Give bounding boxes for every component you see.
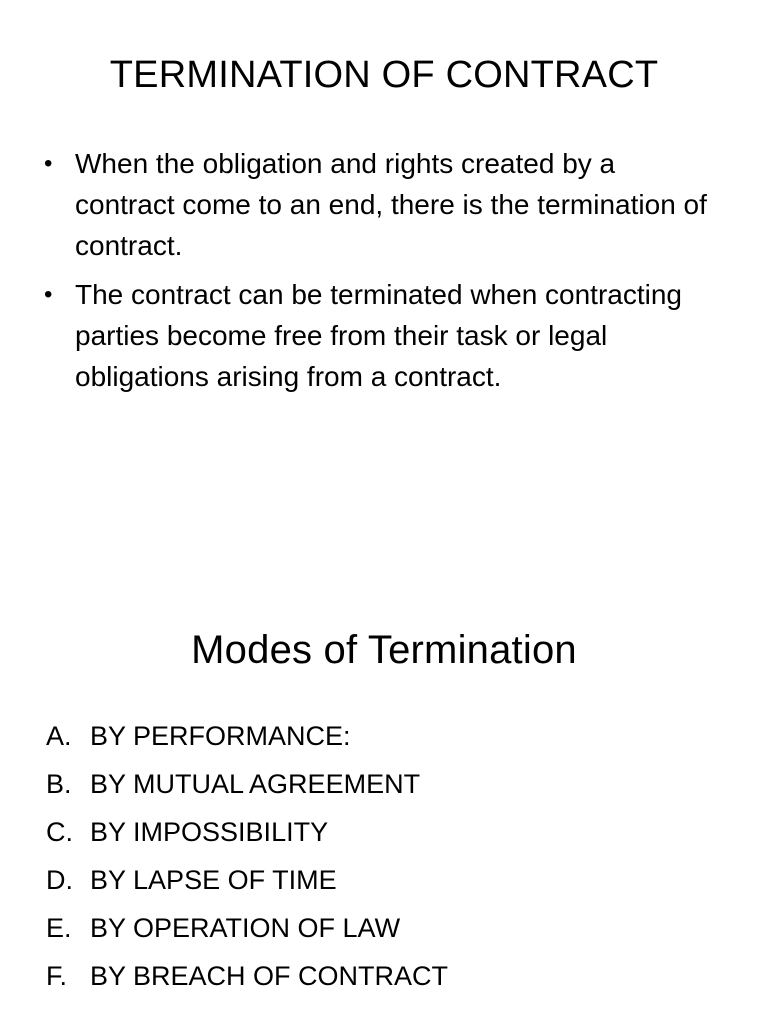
bullet-dot-icon: • bbox=[44, 150, 53, 177]
mode-item bbox=[46, 712, 736, 760]
mode-text: BY OPERATION OF LAW bbox=[90, 913, 401, 943]
mode-text: BY PERFORMANCE: bbox=[90, 721, 351, 751]
mode-item bbox=[46, 904, 736, 952]
bullet-dot-icon: • bbox=[44, 281, 53, 308]
mode-item bbox=[46, 760, 736, 808]
mode-item bbox=[46, 952, 736, 1000]
mode-text: BY BREACH OF CONTRACT bbox=[90, 961, 449, 991]
mode-letter: B. bbox=[46, 769, 72, 799]
mode-item bbox=[46, 808, 736, 856]
mode-letter: C. bbox=[46, 817, 73, 847]
mode-letter: A. bbox=[46, 721, 72, 751]
mode-letter: F. bbox=[46, 961, 68, 991]
slide-title: Modes of Termination bbox=[191, 628, 577, 672]
mode-text: BY IMPOSSIBILITY bbox=[90, 817, 329, 847]
mode-text: BY MUTUAL AGREEMENT bbox=[90, 769, 421, 799]
bullet-item bbox=[42, 274, 722, 397]
bullet-item bbox=[42, 143, 722, 266]
bullet-text: The contract can be terminated when contracting parties become free from their task or legal obligations arising from a contract. bbox=[75, 279, 683, 392]
mode-text: BY LAPSE OF TIME bbox=[90, 865, 337, 895]
mode-item bbox=[46, 856, 736, 904]
modes-list bbox=[46, 712, 736, 1000]
slide-modes-of-termination bbox=[0, 512, 768, 1024]
bullet-list bbox=[42, 143, 722, 405]
mode-letter: E. bbox=[46, 913, 72, 943]
mode-letter: D. bbox=[46, 865, 73, 895]
slide-title: TERMINATION OF CONTRACT bbox=[109, 54, 659, 96]
bullet-text: When the obligation and rights created by a contract come to an end, there is the termination of contract. bbox=[75, 148, 707, 261]
